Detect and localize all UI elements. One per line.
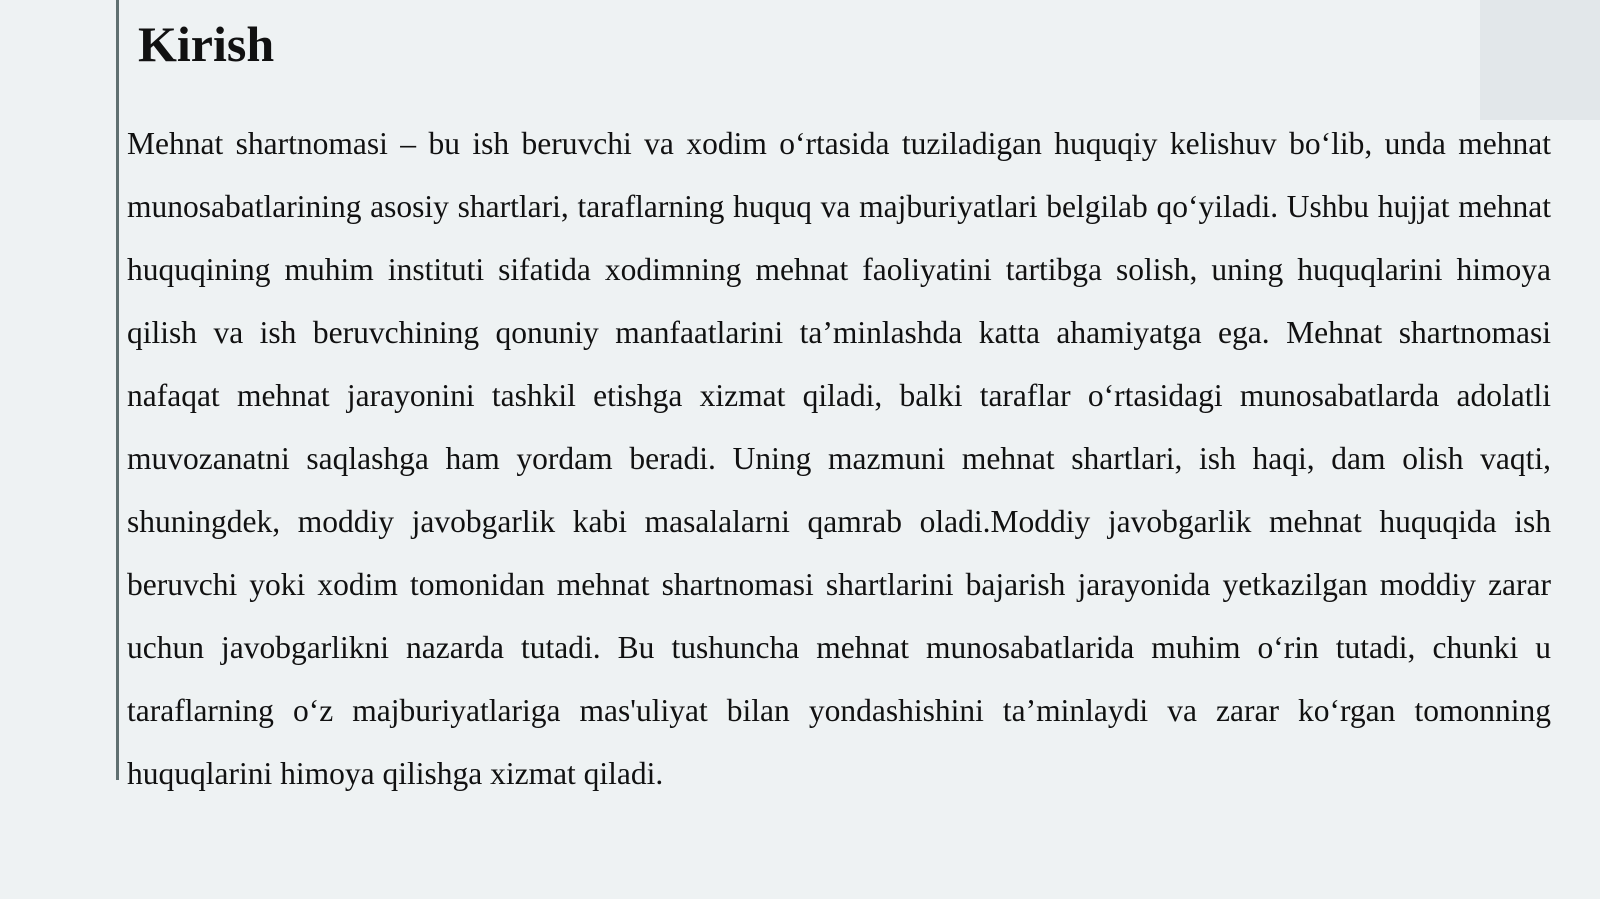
corner-decoration [1480,0,1600,120]
left-accent-rule [116,0,119,780]
slide-title: Kirish [138,16,275,72]
body-paragraph: Mehnat shartnomasi – bu ish beruvchi va xodim o‘rtasida tuziladigan huquqiy kelishuv bo‘lib, unda mehnat munosabatlarining asosiy shartlari, taraflarning huquq va majburiyatlari belgilab qo‘yiladi. Ushbu hujjat mehnat huquqining muhim instituti sifatida xodimning mehnat faoliyatini tartibga solish, uning huquqlarini himoya qilish va ish beruvchining qonuniy manfaatlarini ta’minlashda katta ahamiyatga ega. Mehnat shartnomasi nafaqat mehnat jarayonini tashkil etishga xizmat qiladi, balki taraflar o‘rtasidagi munosabatlarda adolatli muvozanatni saqlashga ham yordam beradi. Uning mazmuni mehnat shartlari, ish haqi, dam olish vaqti, shuningdek, moddiy javobgarlik kabi masalalarni qamrab oladi.Moddiy javobgarlik mehnat huquqida ish beruvchi yoki xodim tomonidan mehnat shartnomasi shartlarini bajarish jarayonida yetkazilgan moddiy zarar uchun javobgarlikni nazarda tutadi. Bu tushuncha mehnat munosabatlarida muhim o‘rin tutadi, chunki u taraflarning o‘z majburiyatlariga mas'uliyat bilan yondashishini ta’minlaydi va zarar ko‘rgan tomonning huquqlarini himoya qilishga xizmat qiladi. [127,126,1551,791]
